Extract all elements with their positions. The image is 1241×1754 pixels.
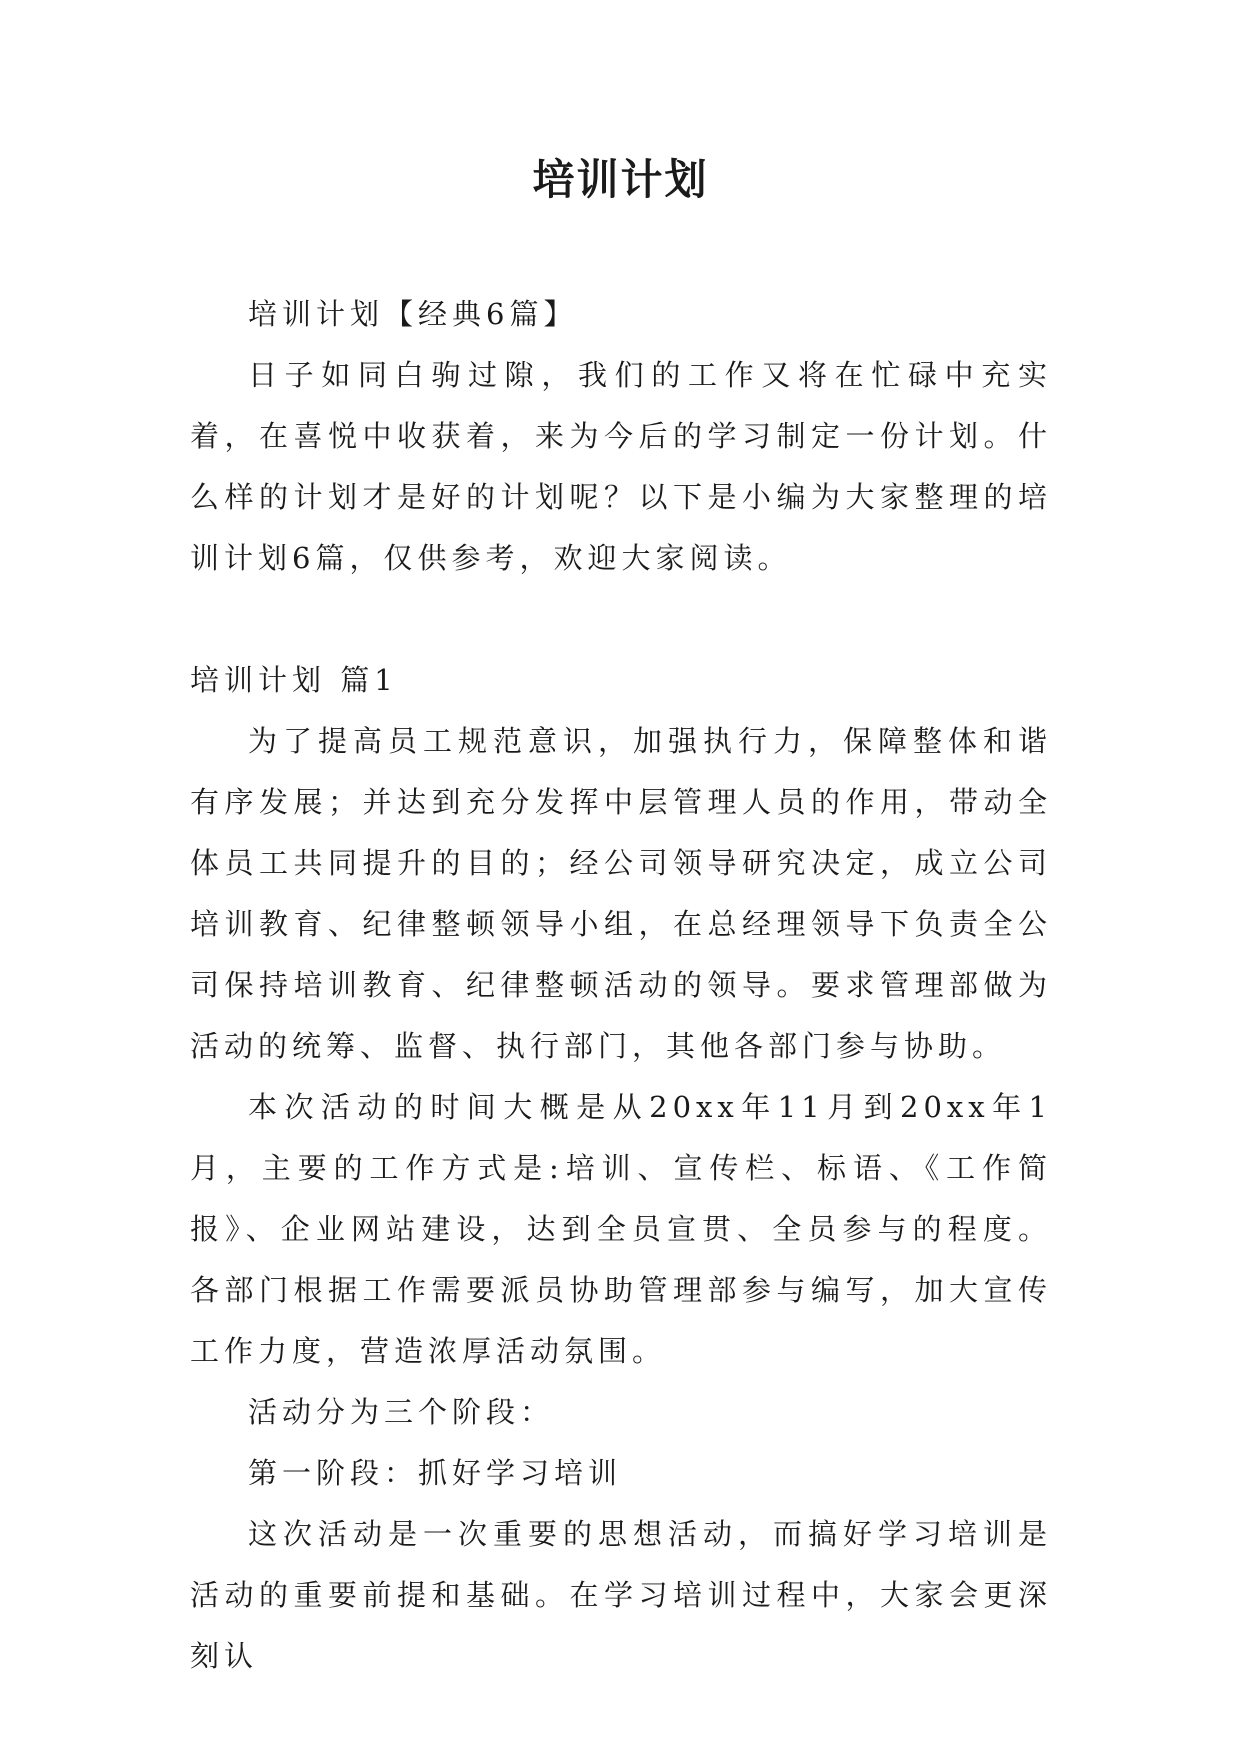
document-subtitle: 培训计划【经典6篇】: [248, 297, 578, 331]
body-paragraph: 第一阶段：抓好学习培训: [248, 1456, 623, 1490]
body-paragraph: 为了提高员工规范意识，加强执行力，保障整体和谐有序发展；并达到充分发挥中层管理人员的作用，带动全体员工共同提升的目的；经公司领导研究决定，成立公司培训教育、纪律整顿领导小组，在总经理领导下负责全公司保持培训教育、纪律整顿活动的领导。要求管理部做为活动的统筹、监督、执行部门，其他各部门参与协助。: [190, 724, 1052, 1063]
body-paragraph: 这次活动是一次重要的思想活动，而搞好学习培训是活动的重要前提和基础。在学习培训过程中，大家会更深刻认: [190, 1517, 1052, 1673]
body-paragraph: 本次活动的时间大概是从20xx年11月到20xx年1月，主要的工作方式是:培训、宣传栏、标语、《工作简报》、企业网站建设，达到全员宣贯、全员参与的程度。各部门根据工作需要派员协助管理部参与编写，加大宣传工作力度，营造浓厚活动氛围。: [190, 1090, 1052, 1368]
document-body: [190, 284, 1052, 1687]
section-heading: 培训计划 篇1: [190, 663, 398, 697]
document-title: 培训计划: [532, 155, 709, 204]
body-paragraph: 活动分为三个阶段：: [248, 1395, 555, 1429]
intro-paragraph: 日子如同白驹过隙，我们的工作又将在忙碌中充实着，在喜悦中收获着，来为今后的学习制定一份计划。什么样的计划才是好的计划呢？以下是小编为大家整理的培训计划6篇，仅供参考，欢迎大家阅读。: [190, 358, 1052, 575]
